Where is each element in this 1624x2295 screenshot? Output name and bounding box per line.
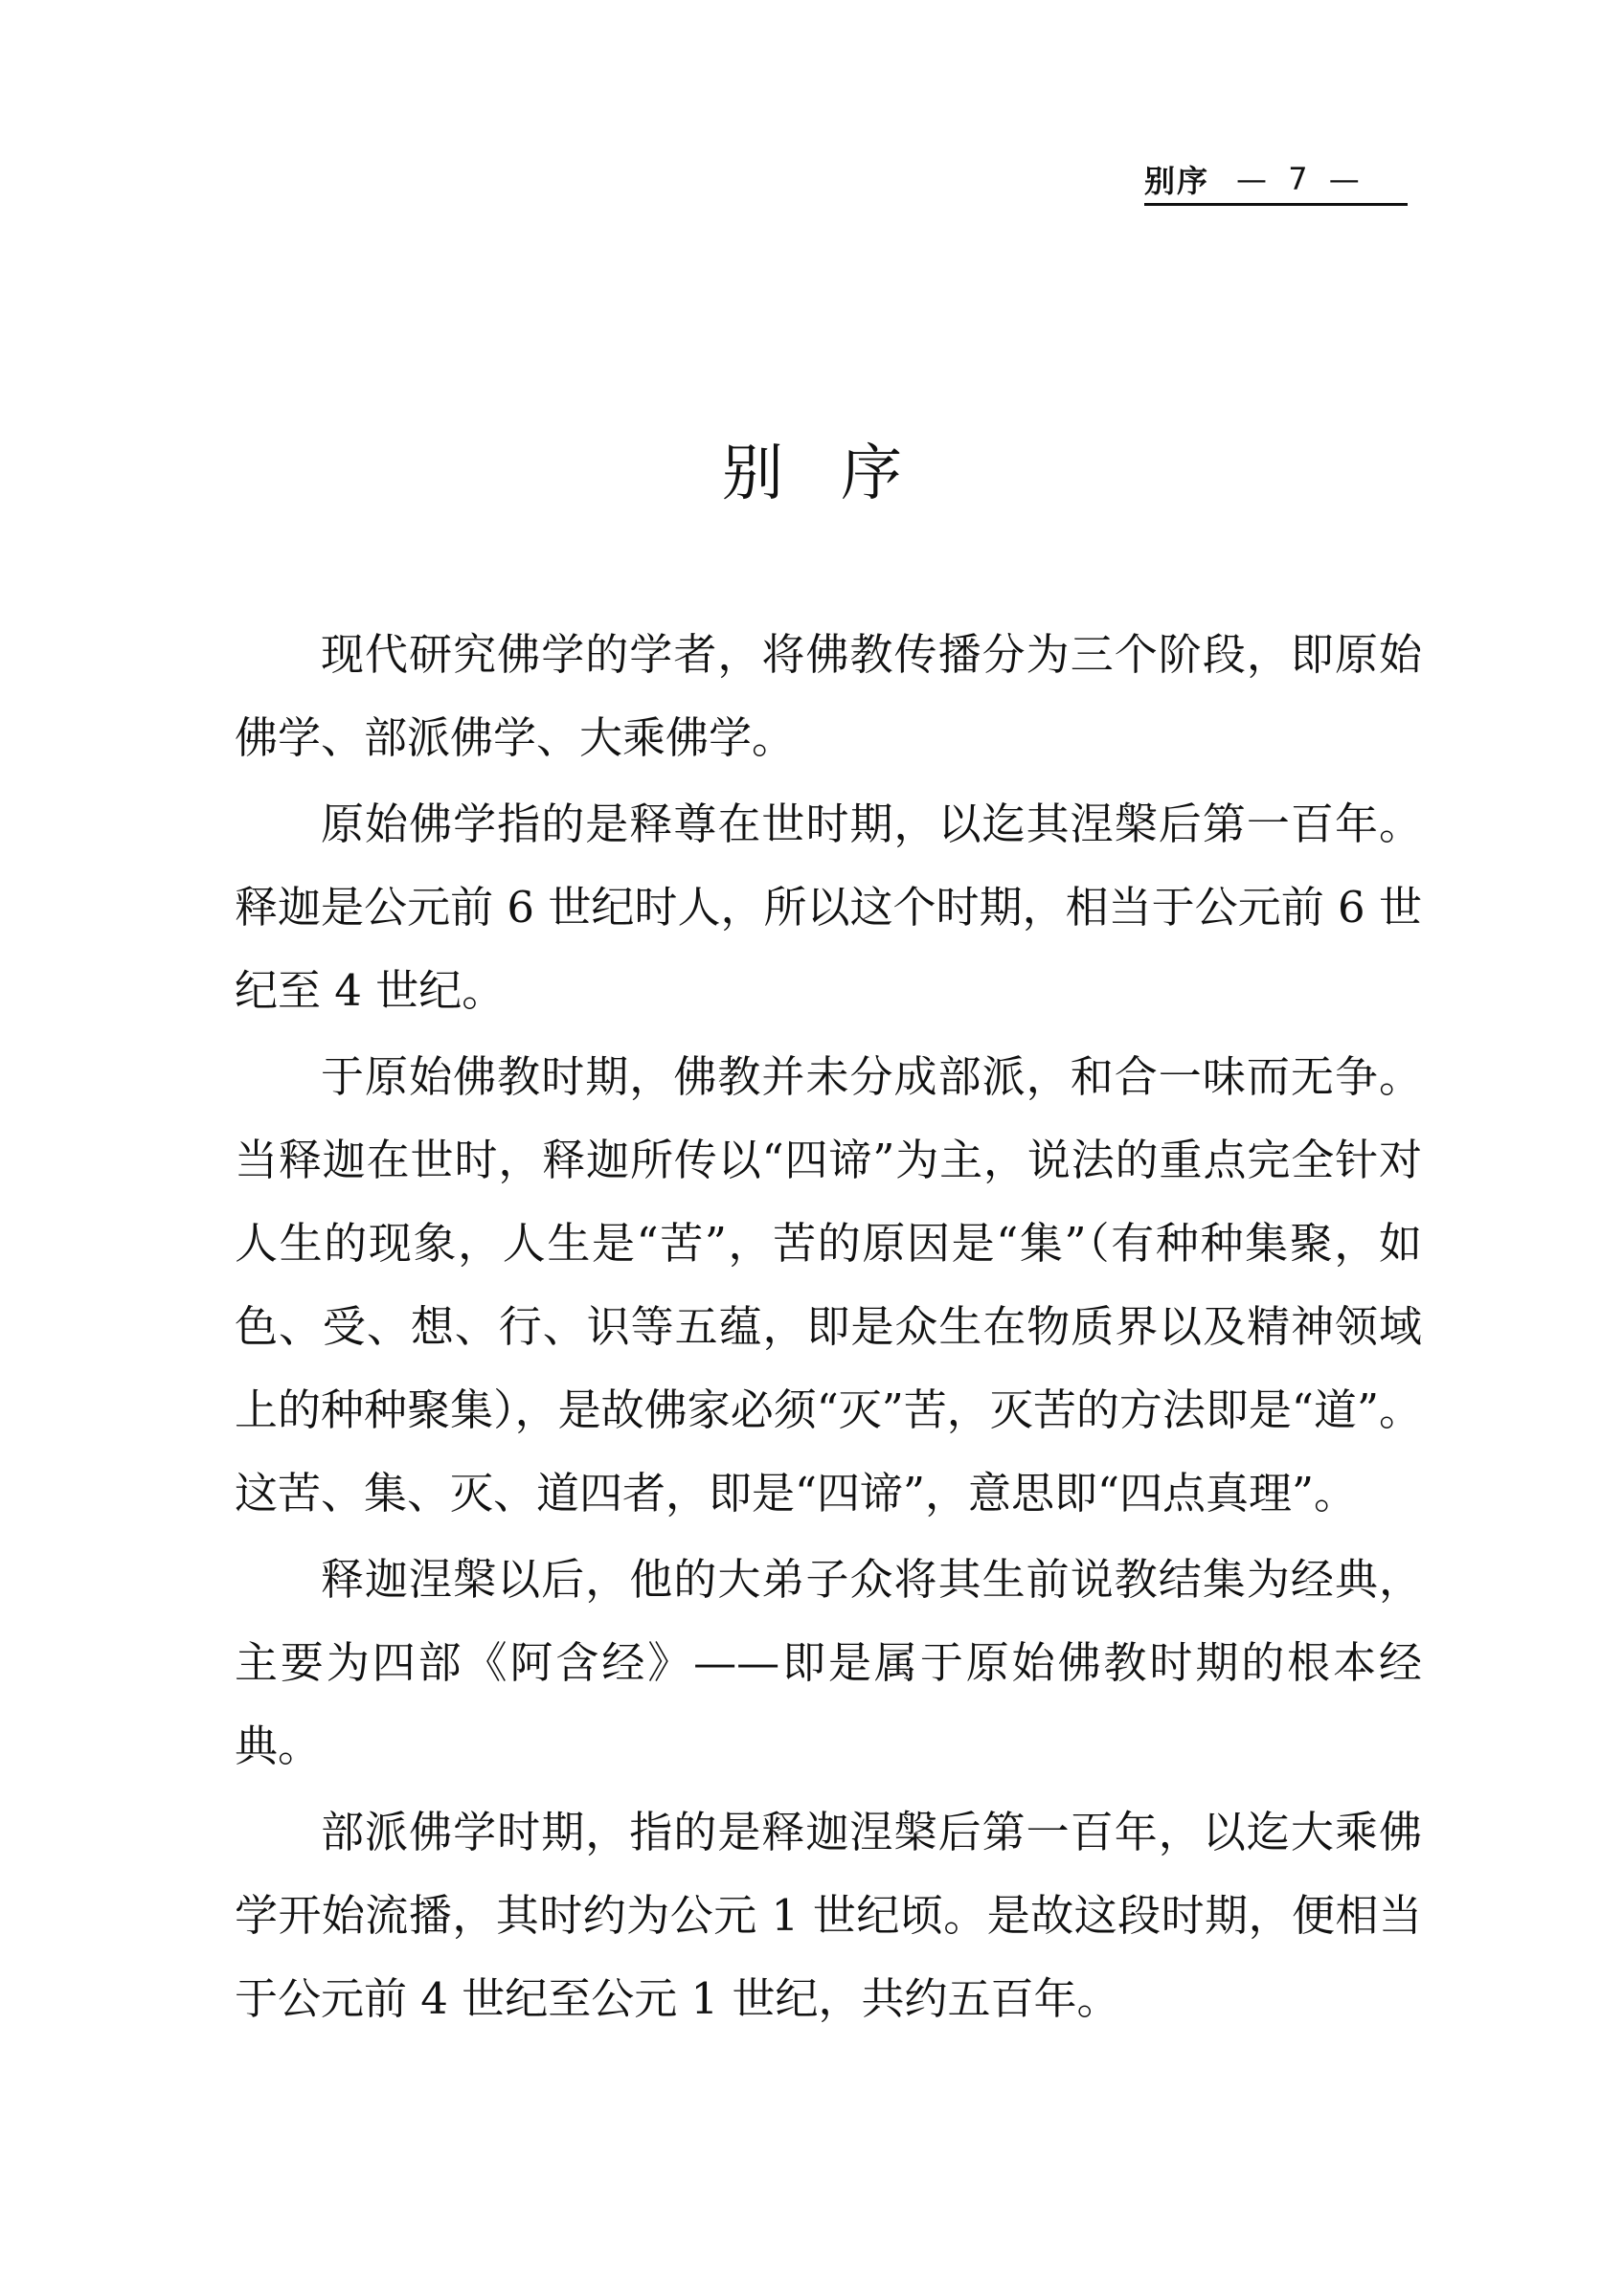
running-title: 别序 — [1144, 163, 1210, 199]
paragraph: 于原始佛教时期，佛教并未分成部派，和合一味而无争。当释迦在世时，释迦所传以“四谛”为主，说法的重点完全针对人生的现象，人生是“苦”，苦的原因是“集”（有种种集聚，如色、受、想、行、识等五蕴，即是众生在物质界以及精神领域上的种种聚集），是故佛家必须“灭”苦，灭苦的方法即是“道”。这苦、集、灭、道四者，即是“四谛”，意思即“四点真理”。 — [235, 1051, 1422, 1519]
body-text — [235, 613, 1422, 2043]
paragraph: 原始佛学指的是释尊在世时期，以迄其涅槃后第一百年。释迦是公元前 6 世纪时人，所以这个时期，相当于公元前 6 世纪至 4 世纪。 — [235, 799, 1422, 1016]
page-number: — 7 — — [1236, 161, 1365, 197]
chapter-title: 别序 — [722, 438, 959, 509]
running-header — [1144, 155, 1408, 206]
paragraph: 部派佛学时期，指的是释迦涅槃后第一百年，以迄大乘佛学开始流播，其时约为公元 1 世纪顷。是故这段时期，便相当于公元前 4 世纪至公元 1 世纪，共约五百年。 — [235, 1807, 1422, 2024]
paragraph: 释迦涅槃以后，他的大弟子众将其生前说教结集为经典，主要为四部《阿含经》——即是属于原始佛教时期的根本经典。 — [235, 1554, 1422, 1771]
paragraph: 现代研究佛学的学者，将佛教传播分为三个阶段，即原始佛学、部派佛学、大乘佛学。 — [235, 629, 1422, 763]
